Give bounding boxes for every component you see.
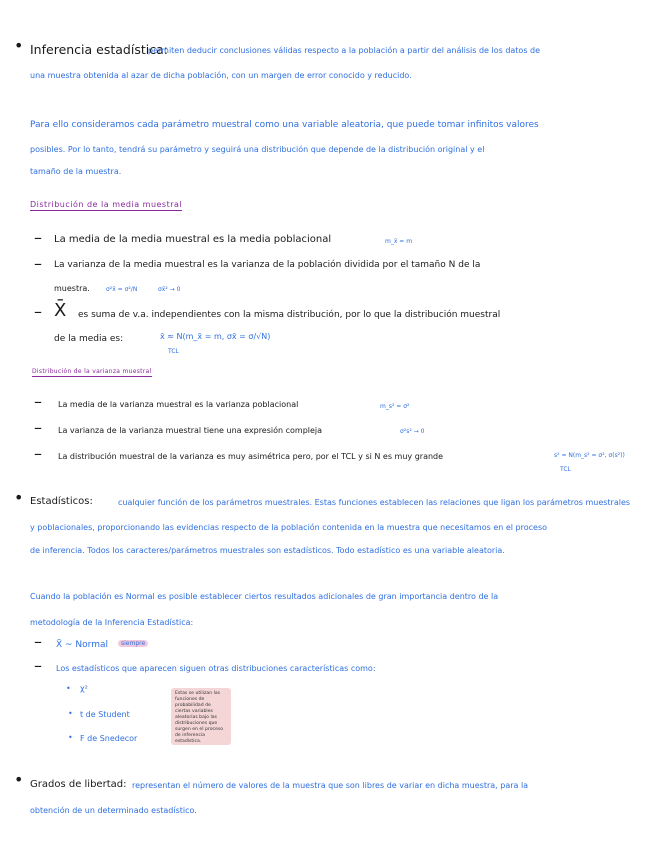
dash: – bbox=[34, 656, 42, 675]
dist-media-item3-note: TCL bbox=[168, 348, 179, 355]
dash: – bbox=[34, 444, 42, 463]
dash: – bbox=[34, 632, 42, 651]
bullet: • bbox=[14, 488, 24, 507]
normal-sub2: t de Student bbox=[80, 710, 130, 719]
dist-varianza-item1: La media de la varianza muestral es la varianza poblacional bbox=[58, 400, 299, 409]
sub-bullet: • bbox=[66, 684, 71, 693]
grados-line1: representan el número de valores de la muestra que son libres de variar en dicha muestra, para la bbox=[132, 781, 529, 790]
dist-media-item2-formula2: σx̄² → 0 bbox=[158, 286, 181, 293]
inferencia-title: Inferencia estadística: bbox=[30, 42, 168, 57]
bullet: • bbox=[14, 36, 24, 55]
para-line3: tamaño de la muestra. bbox=[30, 167, 122, 176]
dist-varianza-item3-note: TCL bbox=[560, 466, 571, 473]
dist-media-heading: Distribución de la media muestral bbox=[30, 200, 183, 209]
bullet: • bbox=[14, 770, 24, 789]
estadisticos-line3: de inferencia. Todos los caracteres/parámetros muestrales son estadísticos. Todo estadístico es una variable aleatoria. bbox=[30, 546, 505, 555]
dash: – bbox=[34, 302, 42, 321]
dist-media-item1: La media de la media muestral es la media poblacional bbox=[54, 234, 332, 245]
normal-line2: metodología de la Inferencia Estadística: bbox=[30, 618, 194, 627]
dist-varianza-item3: La distribución muestral de la varianza es muy asimétrica pero, por el TCL y si N es muy grande bbox=[58, 452, 444, 461]
normal-sub3: F de Snedecor bbox=[80, 734, 138, 743]
dist-media-item1-formula: m_x̄ = m bbox=[385, 238, 413, 245]
inferencia-line2: una muestra obtenida al azar de dicha población, con un margen de error conocido y reducido. bbox=[30, 71, 412, 80]
dist-media-item3-formula: x̄ ≈ N(m_x̄ = m, σx̄ = σ/√N) bbox=[160, 332, 271, 341]
para-line2: posibles. Por lo tanto, tendrá su parámetro y seguirá una distribución que depende de la distribución original y el bbox=[30, 145, 485, 154]
dist-media-item3-symbol: X̄ bbox=[54, 300, 67, 321]
normal-line1: Cuando la población es Normal es posible establecer ciertos resultados adicionales de gran importancia dentro de la bbox=[30, 592, 499, 601]
para-line1: Para ello consideramos cada parámetro muestral como una variable aleatoria, que puede tomar infinitos valores bbox=[30, 120, 539, 130]
normal-sub1: χ² bbox=[80, 684, 88, 693]
dist-varianza-item2-formula: σ²s² → 0 bbox=[400, 428, 425, 435]
dash: – bbox=[34, 392, 42, 411]
dist-varianza-item1-formula: m_s² = σ² bbox=[380, 403, 410, 410]
dash: – bbox=[34, 228, 42, 247]
dist-media-item2a: La varianza de la media muestral es la varianza de la población dividida por el tamaño N de la bbox=[54, 260, 481, 270]
dash: – bbox=[34, 418, 42, 437]
dist-media-item3b: de la media es: bbox=[54, 334, 124, 344]
sticky-note: Estas se utilizan las funciones de probabilidad de ciertas variables aleatorias bajo las distribuciones que surgen en el proceso de inferencia estadística. bbox=[171, 688, 231, 745]
normal-item1-tag: siempre bbox=[118, 640, 148, 647]
dist-varianza-item3-formula: s² ≈ N(m_s² = σ², σ(s²)) bbox=[554, 452, 625, 459]
dist-varianza-item2: La varianza de la varianza muestral tiene una expresión compleja bbox=[58, 426, 323, 435]
normal-item2: Los estadísticos que aparecen siguen otras distribuciones características como: bbox=[56, 664, 376, 673]
dash: – bbox=[34, 254, 42, 273]
grados-title: Grados de libertad: bbox=[30, 779, 127, 790]
inferencia-line1: permiten deducir conclusiones válidas respecto a la población a partir del análisis de los datos de bbox=[148, 46, 541, 55]
sub-bullet: • bbox=[68, 733, 73, 742]
dist-varianza-heading: Distribución de la varianza muestral bbox=[32, 368, 152, 375]
dist-media-item2-formula1: σ²x̄ = σ²/N bbox=[106, 286, 138, 293]
grados-line2: obtención de un determinado estadístico. bbox=[30, 806, 197, 815]
estadisticos-line2: y poblacionales, proporcionando las evidencias respecto de la población contenida en la muestra que necesitamos en el proceso bbox=[30, 523, 548, 532]
estadisticos-line1: cualquier función de los parámetros muestrales. Estas funciones establecen las relaciones que ligan los parámetros muestrales bbox=[118, 498, 631, 507]
sub-bullet: • bbox=[68, 709, 73, 718]
normal-item1: X̄ ~ Normal bbox=[56, 640, 108, 650]
dist-media-item3a: es suma de v.a. independientes con la misma distribución, por lo que la distribución muestral bbox=[78, 310, 501, 320]
estadisticos-title: Estadísticos: bbox=[30, 496, 93, 507]
dist-media-item2b: muestra. bbox=[54, 284, 90, 293]
